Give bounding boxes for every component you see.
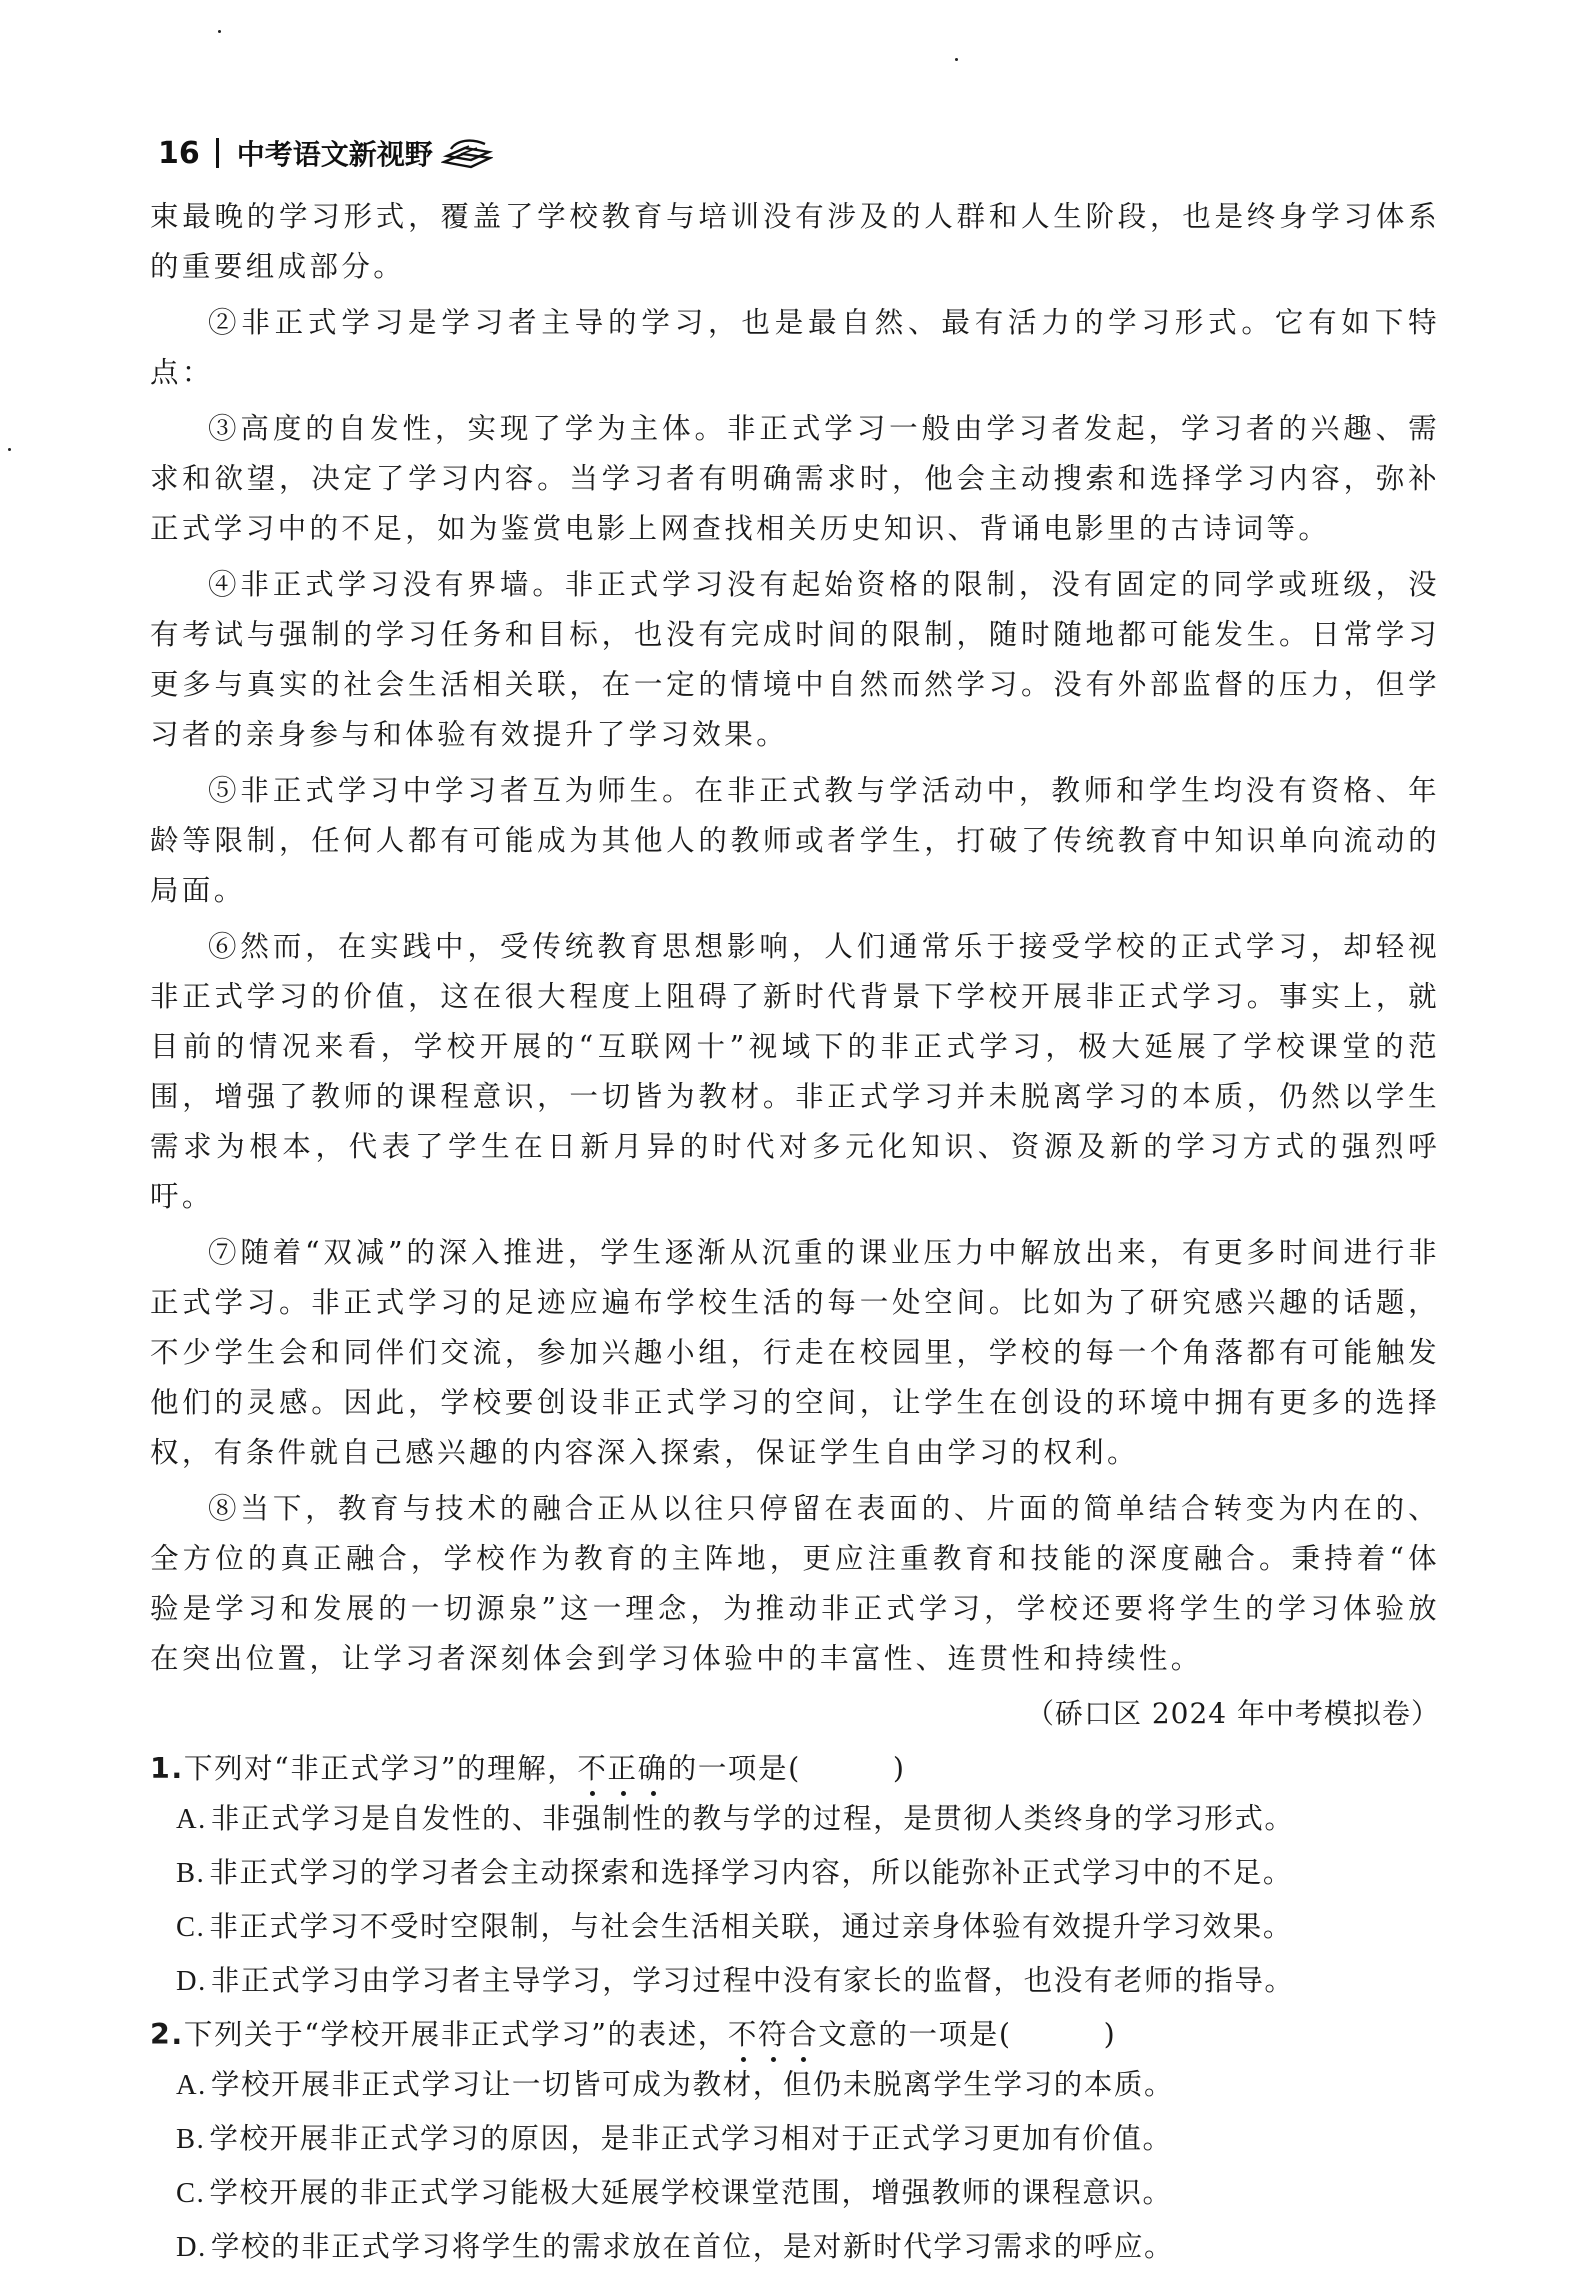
question-2 — [150, 2010, 1440, 2273]
option-text: 非正式学习不受时空限制，与社会生活相关联，通过亲身体验有效提升学习效果。 — [209, 1910, 1293, 1943]
option-letter: C. — [176, 2178, 206, 2209]
passage-paragraph-7: ⑦随着“双减”的深入推进，学生逐渐从沉重的课业压力中解放出来，有更多时间进行非正式学习。非正式学习的足迹应遍布学校生活的每一处空间。比如为了研究感兴趣的话题，不少学生会和同伴们交流，参加兴趣小组，行走在校园里，学校的每一个角落都有可能触发他们的灵感。因此，学校要创设非正式学习的空间，让学生在创设的环境中拥有更多的选择权，有条件就自己感兴趣的内容深入探索，保证学生自由学习的权利。 — [150, 1236, 1440, 1469]
option-text: 非正式学习由学习者主导学习，学习过程中没有家长的监督，也没有老师的指导。 — [210, 1964, 1295, 1997]
option-text: 学校开展非正式学习让一切皆可成为教材，但仍未脱离学生学习的本质。 — [210, 2068, 1175, 2101]
emphasis-dot — [621, 1791, 626, 1796]
option-a[interactable] — [176, 1794, 1440, 1845]
question-number: 2. — [150, 2018, 184, 2051]
option-text: 学校开展非正式学习的原因，是非正式学习相对于正式学习更加有价值。 — [209, 2122, 1173, 2155]
page-number: 16 — [158, 135, 200, 171]
emphasized-char: 正 — [608, 1744, 638, 1794]
book-title: 中考语文新视野 — [236, 138, 433, 171]
question-number: 1. — [150, 1752, 184, 1785]
stem-emphasis — [728, 2018, 818, 2051]
option-c[interactable] — [176, 1902, 1440, 1953]
option-d[interactable] — [176, 2222, 1440, 2273]
emphasized-char: 合 — [788, 2010, 818, 2060]
stem-text: 下列对“非正式学习”的理解， — [183, 1752, 578, 1785]
option-letter: C. — [176, 1912, 206, 1943]
bracket-close: ) — [1103, 2018, 1115, 2051]
header-divider — [216, 138, 219, 168]
passage-paragraph-6: ⑥然而，在实践中，受传统教育思想影响，人们通常乐于接受学校的正式学习，却轻视非正式学习的价值，这在很大程度上阻碍了新时代背景下学校开展非正式学习。事实上，就目前的情况来看，学校开展的“互联网十”视域下的非正式学习，极大延展了学校课堂的范围，增强了教师的课程意识，一切皆为教材。非正式学习并未脱离学习的本质，仍然以学生需求为根本，代表了学生在日新月异的时代对多元化知识、资源及新的学习方式的强烈呼吁。 — [150, 930, 1440, 1213]
passage-paragraph-2: ②非正式学习是学习者主导的学习，也是最自然、最有活力的学习形式。它有如下特点： — [150, 306, 1440, 389]
option-letter: A. — [176, 1804, 207, 1835]
emphasized-char: 确 — [638, 1744, 668, 1794]
page-header — [158, 128, 493, 178]
scan-speck — [8, 448, 11, 451]
option-letter: B. — [176, 1858, 206, 1889]
stem-text: 下列关于“学校开展非正式学习”的表述， — [183, 2018, 728, 2051]
option-letter: D. — [176, 1966, 207, 1997]
main-content — [150, 192, 1440, 2276]
question-1 — [150, 1744, 1440, 2007]
option-text: 非正式学习的学习者会主动探索和选择学习内容，所以能弥补正式学习中的不足。 — [209, 1856, 1293, 1889]
passage-paragraph-8: ⑧当下，教育与技术的融合正从以往只停留在表面的、片面的简单结合转变为内在的、全方位的真正融合，学校作为教育的主阵地，更应注重教育和技能的深度融合。秉持着“体验是学习和发展的一切源泉”这一理念，为推动非正式学习，学校还要将学生的学习体验放在突出位置，让学习者深刻体会到学习体验中的丰富性、连贯性和持续性。 — [150, 1492, 1440, 1675]
book-stack-logo-icon — [441, 136, 493, 170]
passage-paragraph-4: ④非正式学习没有界墙。非正式学习没有起始资格的限制，没有固定的同学或班级，没有考试与强制的学习任务和目标，也没有完成时间的限制，随时随地都可能发生。日常学习更多与真实的社会生活相关联，在一定的情境中自然而然学习。没有外部监督的压力，但学习者的亲身参与和体验有效提升了学习效果。 — [150, 568, 1440, 751]
passage-paragraph-5: ⑤非正式学习中学习者互为师生。在非正式教与学活动中，教师和学生均没有资格、年龄等限制，任何人都有可能成为其他人的教师或者学生，打破了传统教育中知识单向流动的局面。 — [150, 774, 1440, 907]
option-letter: D. — [176, 2232, 207, 2263]
option-letter: A. — [176, 2070, 207, 2101]
option-text: 非正式学习是自发性的、非强制性的教与学的过程，是贯彻人类终身的学习形式。 — [210, 1802, 1295, 1835]
scan-speck — [955, 58, 958, 61]
bracket-close: ) — [892, 1752, 904, 1785]
option-d[interactable] — [176, 1956, 1440, 2007]
option-letter: B. — [176, 2124, 206, 2155]
passage-source: （硚口区 2024 年中考模拟卷） — [1025, 1697, 1440, 1730]
option-text: 学校开展的非正式学习能极大延展学校课堂范围，增强教师的课程意识。 — [209, 2176, 1173, 2209]
question-stem — [150, 2010, 1440, 2060]
stem-text: 文意的一项是( — [818, 2018, 1012, 2051]
emphasis-dot — [741, 2057, 746, 2062]
emphasized-char: 不 — [728, 2010, 758, 2060]
question-stem — [150, 1744, 1440, 1794]
emphasized-char: 不 — [577, 1744, 607, 1794]
option-c[interactable] — [176, 2168, 1440, 2219]
passage-paragraph-continued: 束最晚的学习形式，覆盖了学校教育与培训没有涉及的人群和人生阶段，也是终身学习体系的重要组成部分。 — [150, 200, 1440, 283]
option-a[interactable] — [176, 2060, 1440, 2111]
question-list — [150, 1744, 1440, 2273]
scan-speck — [218, 30, 221, 33]
stem-emphasis — [577, 1752, 667, 1785]
emphasis-dot — [651, 1791, 656, 1796]
option-b[interactable] — [176, 1848, 1440, 1899]
option-text: 学校的非正式学习将学生的需求放在首位，是对新时代学习需求的呼应。 — [210, 2230, 1175, 2263]
option-b[interactable] — [176, 2114, 1440, 2165]
emphasized-char: 符 — [758, 2010, 788, 2060]
passage-paragraph-3: ③高度的自发性，实现了学为主体。非正式学习一般由学习者发起，学习者的兴趣、需求和欲望，决定了学习内容。当学习者有明确需求时，他会主动搜索和选择学习内容，弥补正式学习中的不足，如为鉴赏电影上网查找相关历史知识、背诵电影里的古诗词等。 — [150, 412, 1440, 545]
stem-text: 的一项是( — [667, 1752, 801, 1785]
